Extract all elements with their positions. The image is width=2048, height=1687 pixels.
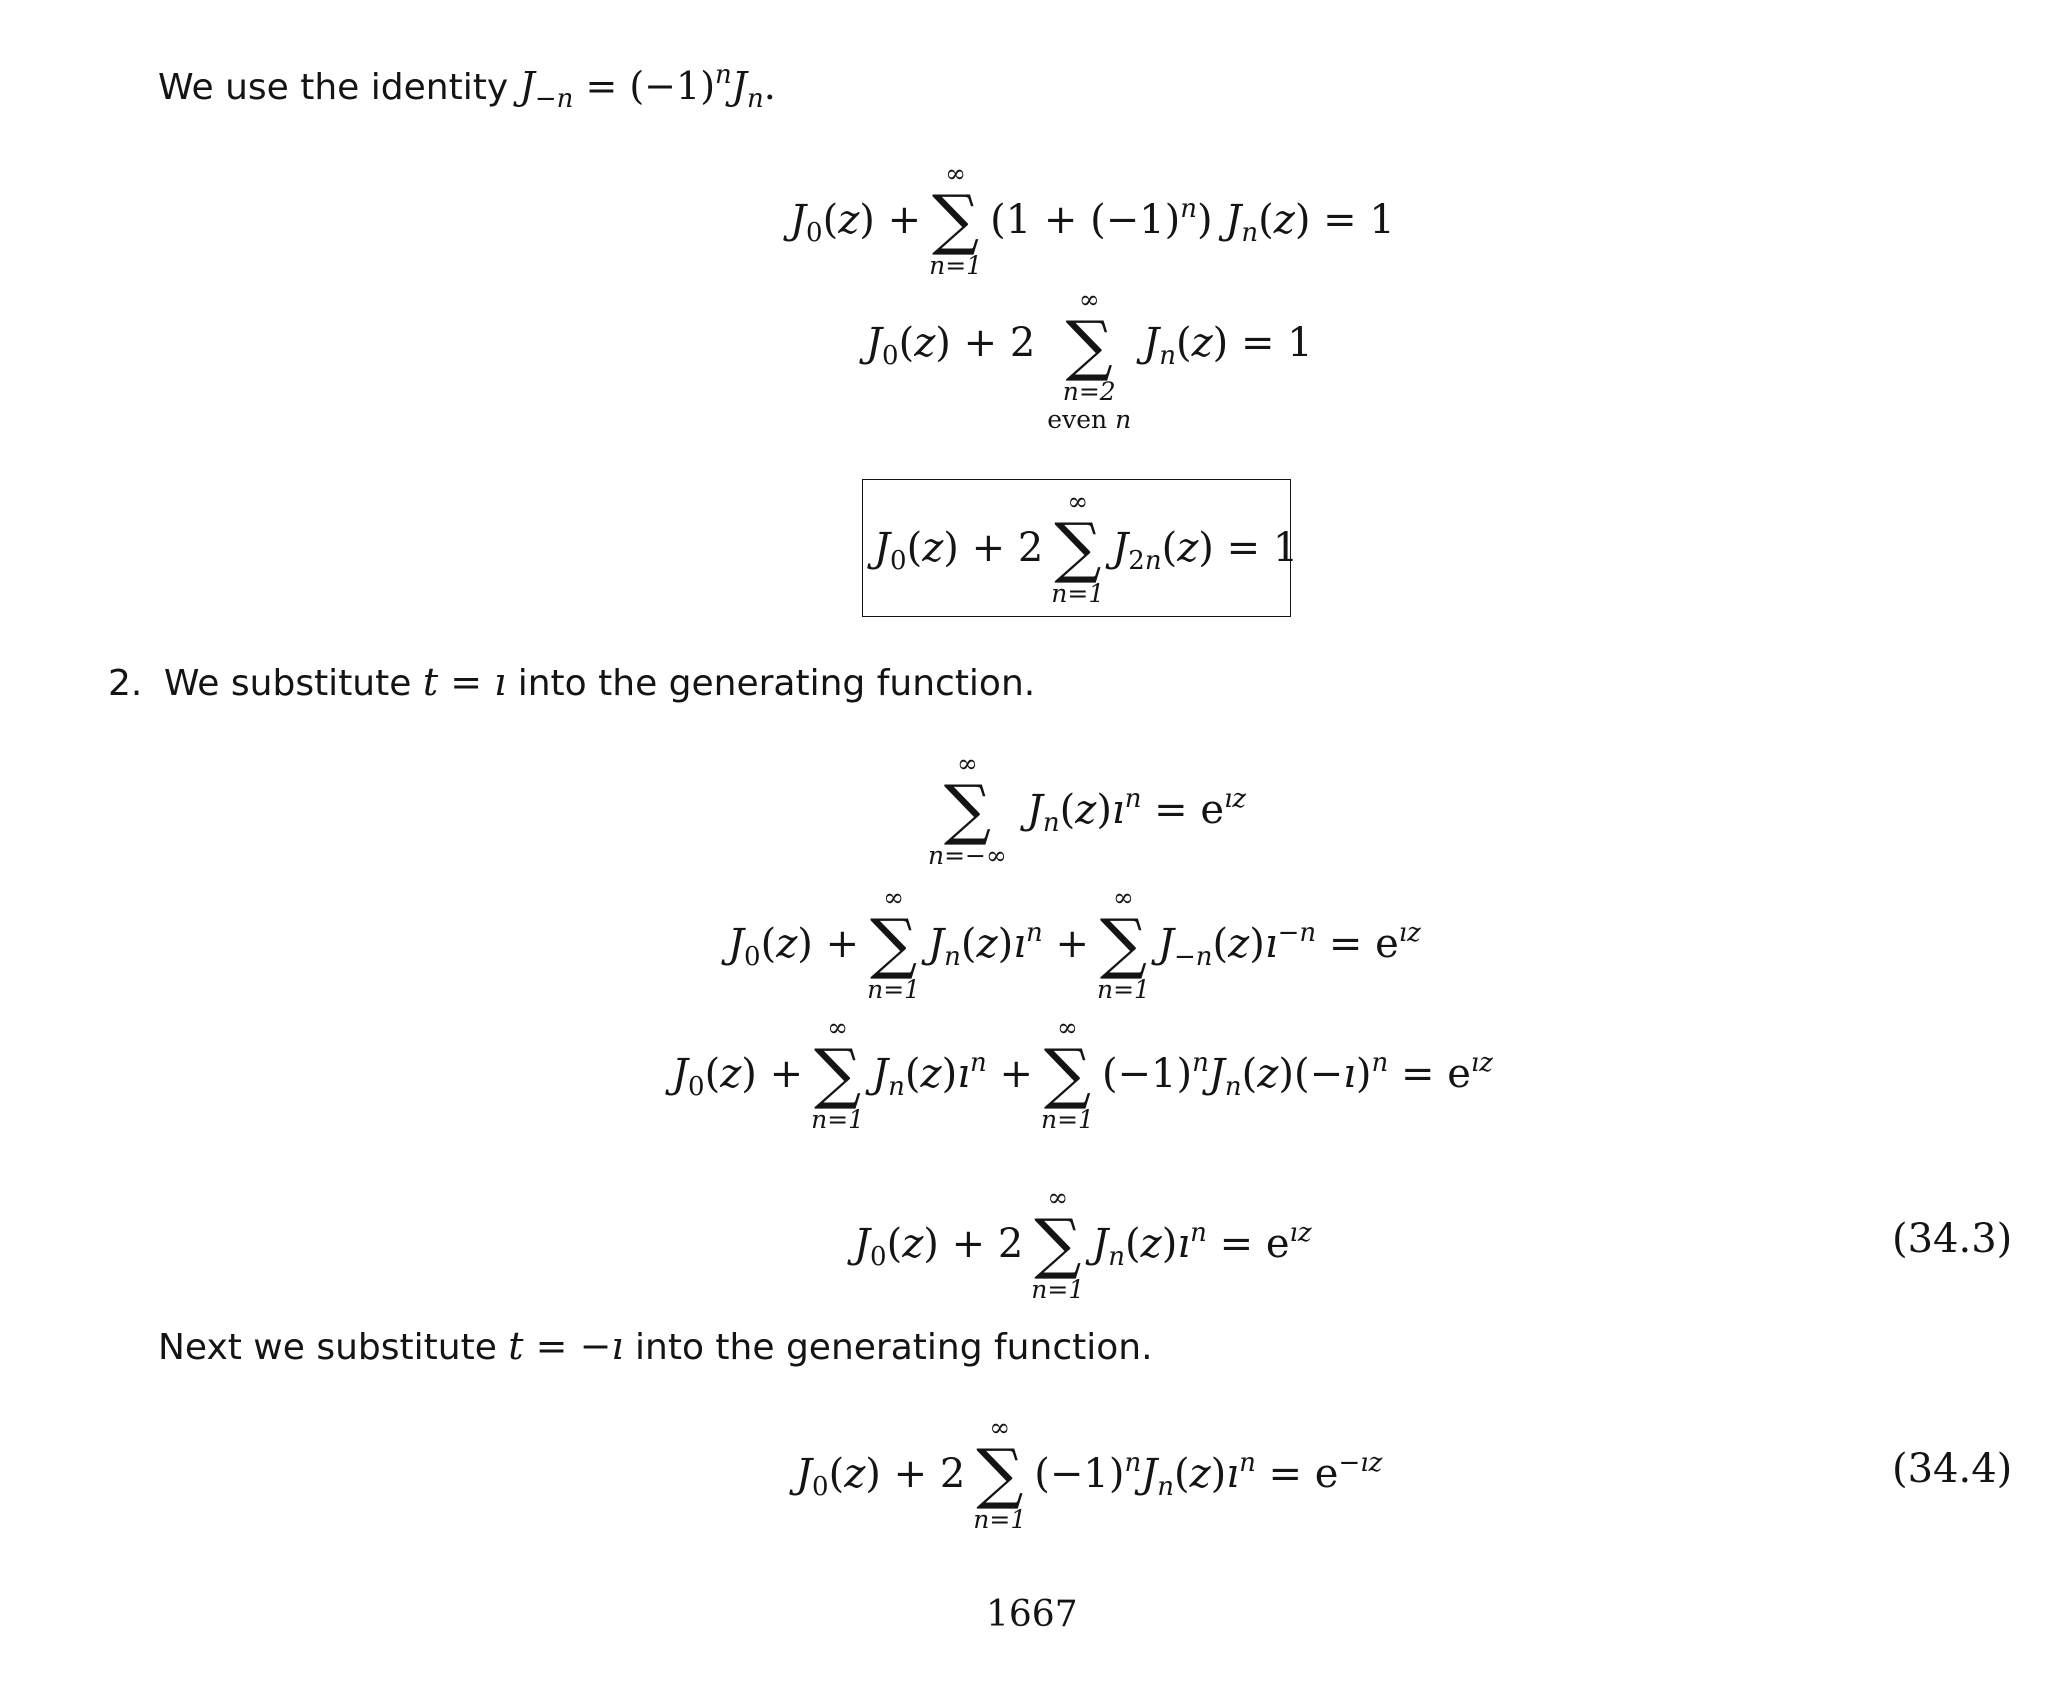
sum-symbol: ∞ ∑ n=1 [867,883,921,1004]
equation-number: (34.4) [1892,1446,2013,1492]
sum-symbol: ∞ ∑ n=1 [1031,1183,1085,1304]
page-number: 1667 [986,1594,1078,1635]
next-substitution-line: Next we substitute t = −ı into the generating function. [158,1324,1153,1368]
equation-number: (34.3) [1892,1216,2013,1262]
boxed-equation: $J_0(z) + 2$ ∞ ∑ n=1 $J_{2n}(z) = 1$ [874,487,1299,608]
equation-5: $J_0(z)$ + ∞ ∑ n=1 $J_n(z)ı^n$ + ∞ ∑ n=1 $(-1)^nJ_n(z)(-ı)^n = e^{ız}$ [672,1013,1493,1134]
sum-symbol: ∞ ∑ n=2 even n [1047,285,1132,434]
equation-34-4: $J_0(z) + 2$ ∞ ∑ n=1 $(-1)^nJ_n(z)ı^n = e^{-ız}$ [796,1413,1383,1534]
equation-4: $J_0(z)$ + ∞ ∑ n=1 $J_n(z)ı^n$ + ∞ ∑ n=1 $J_{-n}(z)ı^{-n} = e^{ız}$ [728,883,1421,1004]
sum-symbol: ∞ ∑ n=−∞ [928,749,1007,870]
equation-34-3: $J_0(z) + 2$ ∞ ∑ n=1 $J_n(z)ı^n = e^{ız}$ [854,1183,1312,1304]
sum-symbol: ∞ ∑ n=1 [1096,883,1150,1004]
sum-symbol: ∞ ∑ n=1 [929,159,983,280]
list-item-2: 2. We substitute t = ı into the generating function. [108,660,1036,704]
sum-symbol: ∞ ∑ n=1 [973,1413,1027,1534]
identity-formula: $J_{-n} = (-1)^nJ_n$. [519,60,776,114]
sum-symbol: ∞ ∑ n=1 [1051,487,1105,608]
equation-1: $J_0(z)$ + ∞ ∑ n=1 $(1 + (-1)^n)$ $J_n(z) = 1$ [790,159,1395,280]
item-number: 2. [108,663,143,704]
intro-text: We use the identity [158,67,509,108]
equation-2: $J_0(z) + 2$ ∞ ∑ n=2 even n $J_n(z) = 1$ [866,285,1313,434]
intro-line [158,60,776,114]
sum-symbol: ∞ ∑ n=1 [1040,1013,1094,1134]
equation-3: ∞ ∑ n=−∞ $J_n(z)ı^n = e^{ız}$ [928,749,1247,870]
sum-symbol: ∞ ∑ n=1 [811,1013,865,1134]
